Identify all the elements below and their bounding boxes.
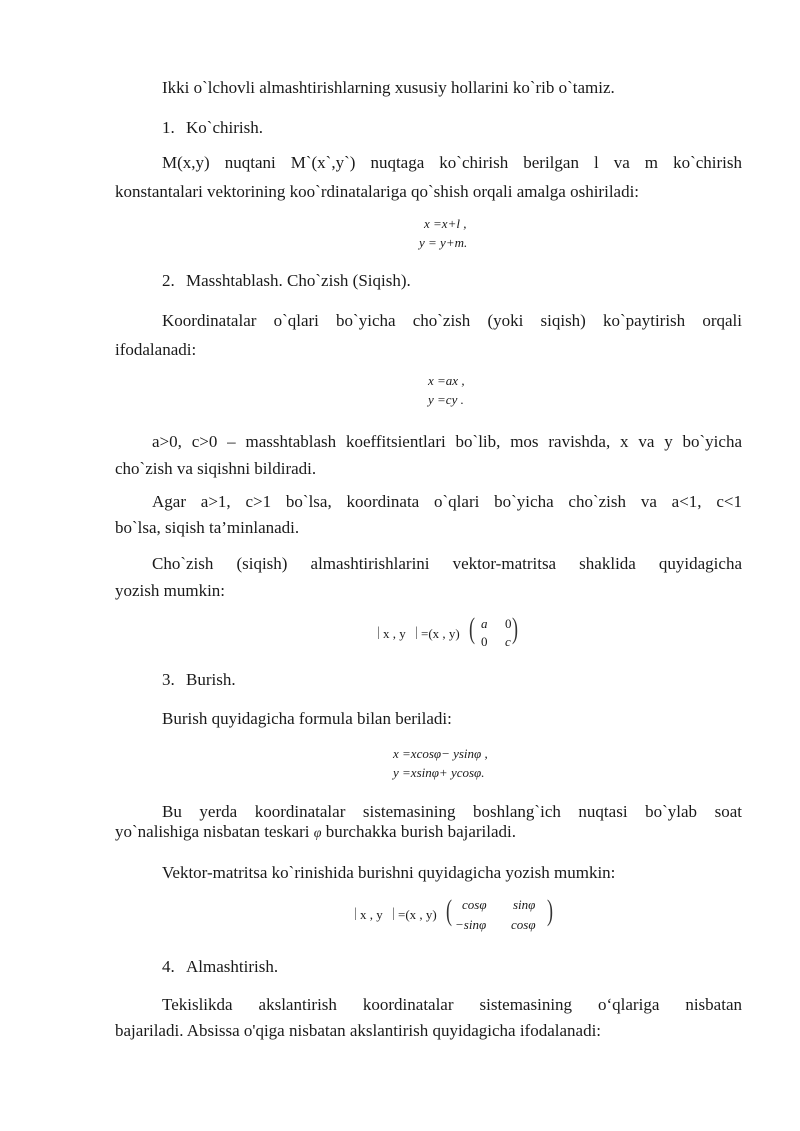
section-number: 2. xyxy=(162,271,175,290)
section-title: Ko`chirish. xyxy=(186,118,263,137)
equation-line: x =x+l , xyxy=(424,216,467,231)
matrix-cell: a xyxy=(481,616,488,631)
paragraph-line: Bu yerda koordinatalar sistemasining boshlang`ich nuqtasi bo`ylab soat xyxy=(162,802,742,821)
paragraph-line: bo`lsa, siqish ta’minlanadi. xyxy=(115,518,300,537)
matrix-cell: cosφ xyxy=(462,897,487,912)
matrix-lhs: x , y xyxy=(383,626,406,641)
section-number: 3. xyxy=(162,670,175,689)
matrix-cell: sinφ xyxy=(513,897,536,912)
section-title: Almashtirish. xyxy=(186,957,279,976)
paragraph-line: ifodalanadi: xyxy=(115,340,197,359)
paragraph-line: Vektor-matritsa ko`rinishida burishni quyidagicha yozish mumkin: xyxy=(162,863,616,882)
bar-symbol: | xyxy=(392,906,395,921)
section-heading-4 xyxy=(162,956,278,978)
section-heading-1 xyxy=(162,117,263,139)
paragraph-line: Cho`zish (siqish) almashtirishlarini vektor-matritsa shaklida quyidagicha xyxy=(152,554,742,573)
text-segment: burchakka burish bajariladi. xyxy=(325,822,517,841)
bar-symbol: | xyxy=(415,625,418,640)
equation-line: y =cy . xyxy=(428,392,464,407)
paragraph-line: bajariladi. Absissa o'qiga nisbatan akslantirish quyidagicha ifodalanadi: xyxy=(115,1021,602,1040)
bar-symbol: | xyxy=(377,625,380,640)
section-heading-3 xyxy=(162,669,236,691)
matrix-rhs-vector: =(x , y) xyxy=(398,907,437,922)
matrix-right-bracket: ) xyxy=(547,894,553,927)
matrix-cell: 0 xyxy=(505,616,512,631)
paragraph-line: konstantalari vektorining koo`rdinatalariga qo`shish orqali amalga oshiriladi: xyxy=(115,182,640,201)
bar-symbol: | xyxy=(354,906,357,921)
paragraph-line: yozish mumkin: xyxy=(115,581,226,600)
paragraph-line: Koordinatalar o`qlari bo`yicha cho`zish (yoki siqish) ko`paytirish orqali xyxy=(162,311,742,330)
phi-symbol: φ xyxy=(313,826,322,841)
matrix-cell: c xyxy=(505,634,511,649)
section-heading-2 xyxy=(162,270,411,292)
matrix-rhs-vector: =(x , y) xyxy=(421,626,460,641)
matrix-cell: −sinφ xyxy=(455,917,487,932)
paragraph-line: Agar a>1, c>1 bo`lsa, koordinata o`qlari bo`yicha cho`zish va a<1, c<1 xyxy=(152,492,742,511)
section-title: Masshtablash. Cho`zish (Siqish). xyxy=(186,271,411,290)
equation-line: y =xsinφ+ ycosφ. xyxy=(393,765,485,780)
equation-line: y = y+m. xyxy=(419,235,468,250)
paragraph-line: M(x,y) nuqtani M`(x`,y`) nuqtaga ko`chirish berilgan l va m ko`chirish xyxy=(162,153,742,172)
equation-line: x =ax , xyxy=(428,373,465,388)
matrix-right-bracket: ) xyxy=(512,612,518,645)
matrix-lhs: x , y xyxy=(360,907,383,922)
matrix-left-bracket: ( xyxy=(469,612,475,645)
paragraph-line: Burish quyidagicha formula bilan beriladi: xyxy=(162,709,452,728)
matrix-left-bracket: ( xyxy=(446,894,452,927)
text-segment: yo`nalishiga nisbatan teskari xyxy=(115,822,310,841)
section-number: 4. xyxy=(162,957,175,976)
intro-paragraph: Ikki o`lchovli almashtirishlarning xususiy hollarini ko`rib o`tamiz. xyxy=(162,78,615,97)
matrix-cell: 0 xyxy=(481,634,488,649)
paragraph-line: Tekislikda akslantirish koordinatalar sistemasining o‘qlariga nisbatan xyxy=(162,995,742,1014)
paragraph-line xyxy=(115,821,516,845)
matrix-cell: cosφ xyxy=(511,917,536,932)
paragraph-line: cho`zish va siqishni bildiradi. xyxy=(115,459,317,478)
equation-line: x =xcosφ− ysinφ , xyxy=(393,746,488,761)
paragraph-line: a>0, c>0 – masshtablash koeffitsientlari bo`lib, mos ravishda, x va y bo`yicha xyxy=(152,432,742,451)
section-title: Burish. xyxy=(186,670,236,689)
section-number: 1. xyxy=(162,118,175,137)
